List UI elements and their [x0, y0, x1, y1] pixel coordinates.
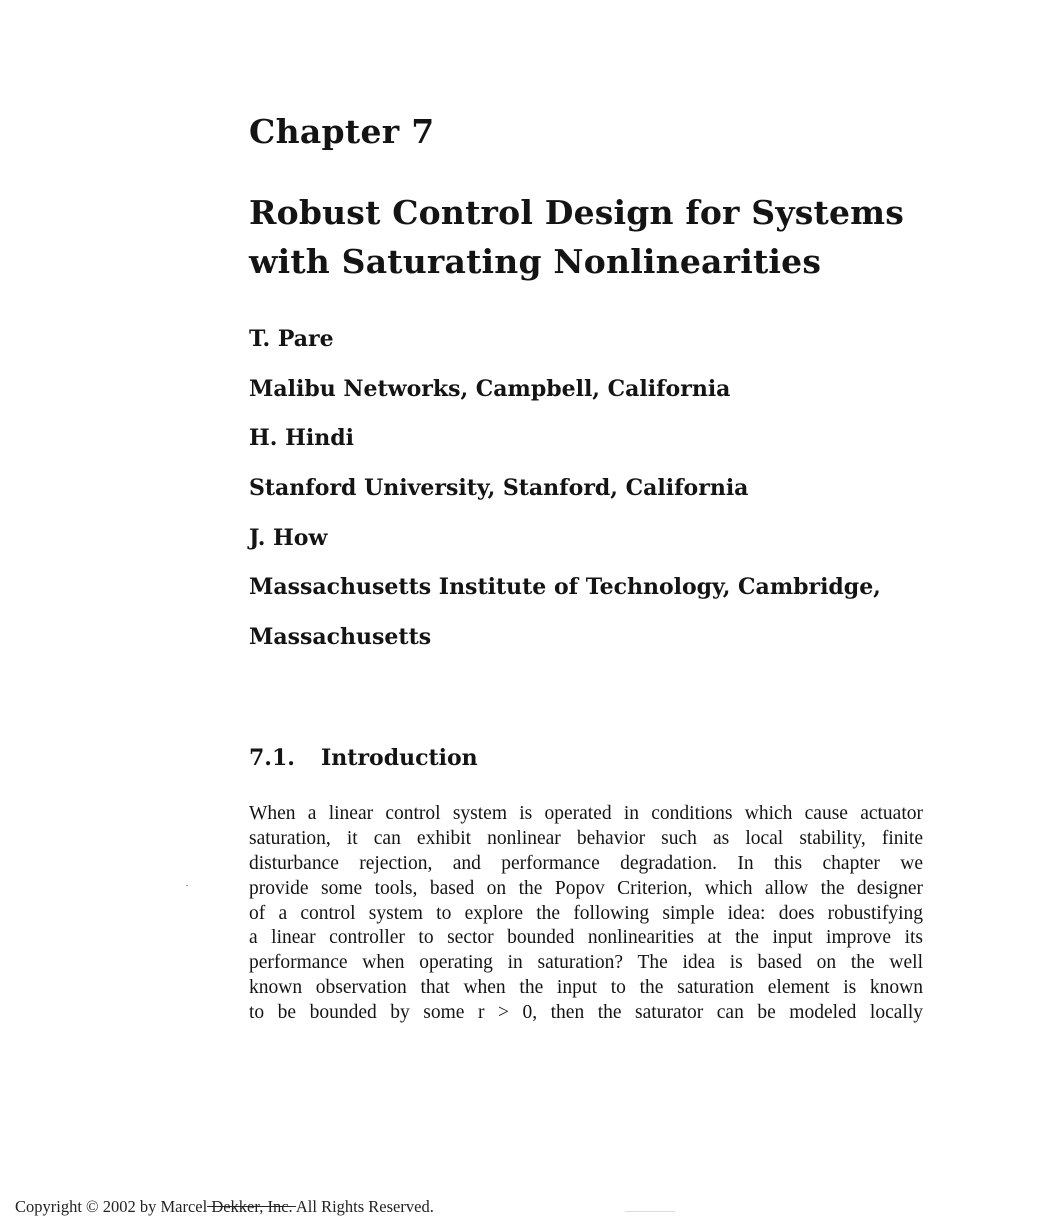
- author-affiliation: Massachusetts: [249, 624, 432, 651]
- paragraph-line: saturation, it can exhibit nonlinear behavior such as local stability, finite: [249, 827, 923, 849]
- copyright-suffix: All Rights Reserved.: [295, 1197, 434, 1216]
- chapter-title-line: Robust Control Design for Systems: [249, 193, 905, 232]
- author-affiliations: [249, 327, 881, 675]
- section-heading: [249, 745, 478, 771]
- section-title: Introduction: [321, 745, 478, 771]
- paragraph-line: When a linear control system is operated in conditions which cause actuator: [249, 803, 923, 824]
- paragraph-line: known observation that when the input to the saturation element is known: [249, 977, 923, 999]
- paragraph-line: to be bounded by some r > 0, then the saturator can be modeled locally: [249, 1002, 923, 1024]
- scan-speck: [186, 885, 188, 886]
- paragraph-line: disturbance rejection, and performance degradation. In this chapter we: [249, 852, 923, 874]
- chapter-title-line: with Saturating Nonlinearities: [249, 242, 822, 281]
- chapter-label: Chapter 7: [249, 112, 435, 151]
- copyright-struck: Dekker, Inc.: [207, 1197, 296, 1216]
- copyright-notice: [15, 1197, 434, 1217]
- author-name: J. How: [249, 524, 328, 551]
- scan-speck: [625, 1211, 675, 1212]
- body-paragraph: [249, 802, 923, 1026]
- author-affiliation: Stanford University, Stanford, California: [249, 475, 749, 502]
- copyright-prefix: Copyright © 2002 by Marcel: [15, 1197, 208, 1216]
- paragraph-line: of a control system to explore the following simple idea: does robustifying: [249, 902, 923, 924]
- author-name: H. Hindi: [249, 425, 354, 452]
- paragraph-line: performance when operating in saturation? The idea is based on the well: [249, 952, 923, 974]
- chapter-title: [249, 188, 949, 286]
- paragraph-line: provide some tools, based on the Popov Criterion, which allow the designer: [249, 877, 923, 899]
- author-affiliation: Massachusetts Institute of Technology, Cambridge,: [249, 574, 881, 601]
- section-number: 7.1.: [249, 745, 295, 771]
- author-affiliation: Malibu Networks, Campbell, California: [249, 375, 731, 402]
- author-name: T. Pare: [249, 326, 334, 352]
- paragraph-line: a linear controller to sector bounded nonlinearities at the input improve its: [249, 927, 923, 949]
